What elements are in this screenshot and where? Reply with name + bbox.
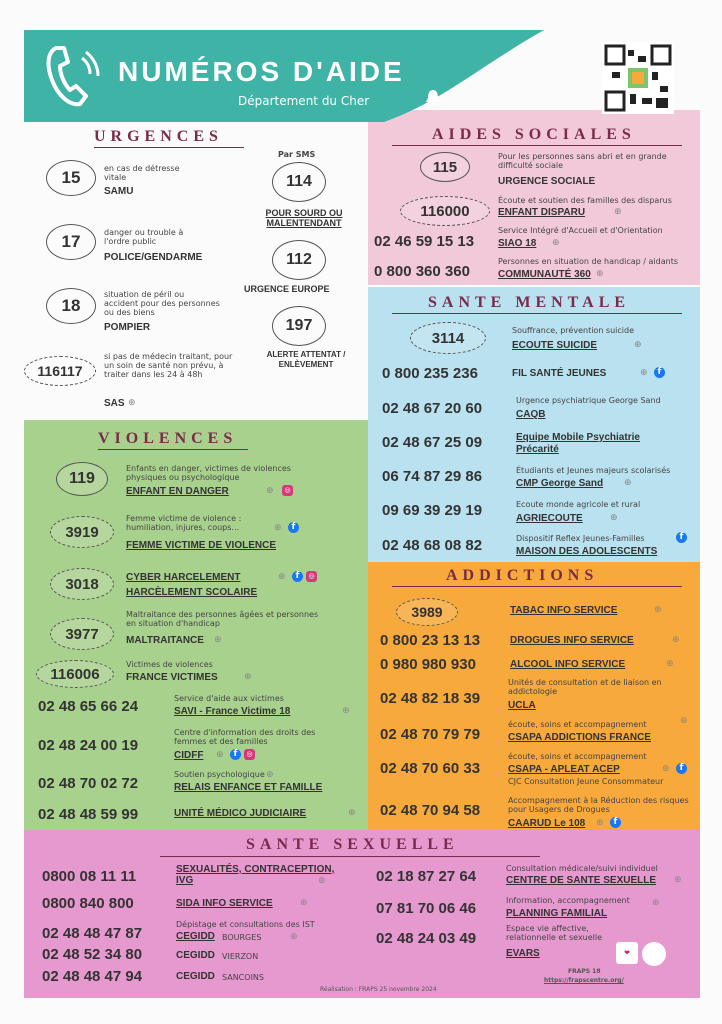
- globe-icon[interactable]: ⊕: [318, 876, 326, 886]
- globe-icon[interactable]: ⊕: [624, 478, 632, 488]
- femme-victime-number[interactable]: 3919: [50, 516, 114, 548]
- samu-desc: en cas de détresse vitale: [104, 164, 180, 182]
- siao-desc: Service Intégré d'Accueil et d'Orientation: [498, 226, 663, 235]
- fraps-org: FRAPS 18: [568, 968, 601, 975]
- samu-number[interactable]: 15: [46, 160, 96, 196]
- globe-icon[interactable]: ⊕: [614, 207, 622, 217]
- sourd-label: POUR SOURD OU MALENTENDANT: [265, 208, 343, 228]
- addictions-title: ADDICTIONS: [446, 567, 599, 584]
- page-title: NUMÉROS D'AIDE: [118, 56, 405, 87]
- femme-victime-desc: Femme victime de violence : humiliation, injures, coups...: [126, 514, 242, 532]
- instagram-icon[interactable]: ◎: [306, 571, 317, 582]
- sexualites-number[interactable]: 0800 08 11 11: [42, 868, 137, 885]
- relais-label: RELAIS ENFANCE ET FAMILLE: [174, 782, 323, 793]
- caarud-desc: Accompagnement à la Réduction des risques pour Usagers de Drogues: [508, 796, 689, 814]
- globe-icon[interactable]: ⊕: [244, 672, 252, 682]
- caarud-label: CAARUD Le 108: [508, 818, 586, 829]
- enfant-disparu-desc: Écoute et soutien des familles des disparus: [498, 196, 672, 205]
- globe-icon[interactable]: ⊕: [596, 269, 604, 279]
- sas-desc: si pas de médecin traitant, pour un soin de santé non prévu, à traiter dans les 24 à 48h: [104, 352, 233, 379]
- ecoute-suicide-label: ECOUTE SUICIDE: [512, 340, 598, 351]
- globe-icon[interactable]: ⊕: [300, 898, 308, 908]
- savi-label: SAVI - France Victime 18: [174, 706, 291, 717]
- aides-title: AIDES SOCIALES: [432, 126, 636, 143]
- globe-icon[interactable]: ⊕: [596, 818, 604, 828]
- urgences-title: URGENCES: [94, 128, 223, 145]
- cegidd-vierzon-label: CEGIDD: [176, 950, 215, 961]
- mda-number[interactable]: 02 48 68 08 82: [382, 537, 483, 554]
- urgence-sociale-desc: Pour les personnes sans abri et en grande difficulté sociale: [498, 152, 667, 170]
- siao-number[interactable]: 02 46 59 15 13: [374, 233, 475, 250]
- cegidd-sancoins-city: SANCOINS: [222, 973, 264, 982]
- csapa-af-number[interactable]: 02 48 70 79 79: [380, 726, 481, 743]
- evars-number[interactable]: 02 48 24 03 49: [376, 930, 477, 947]
- globe-icon[interactable]: ⊕: [610, 513, 618, 523]
- harcelement-label: HARCÈLEMENT SCOLAIRE: [126, 587, 258, 598]
- globe-icon[interactable]: ⊕: [640, 368, 648, 378]
- globe-icon[interactable]: ⊕: [290, 932, 298, 942]
- femme-victime-label: FEMME VICTIME DE VIOLENCE: [126, 540, 277, 551]
- communaute-label: COMMUNAUTÉ 360: [498, 269, 591, 280]
- savi-number[interactable]: 02 48 65 66 24: [38, 698, 139, 715]
- cegidd-vierzon-city: VIERZON: [222, 952, 259, 961]
- instagram-icon[interactable]: ◎: [244, 749, 255, 760]
- globe-icon[interactable]: ⊕: [680, 716, 688, 726]
- css-number[interactable]: 02 18 87 27 64: [376, 868, 477, 885]
- sas-number[interactable]: 116117: [24, 356, 96, 386]
- police-label: POLICE/GENDARME: [104, 252, 203, 263]
- tabac-label: TABAC INFO SERVICE: [510, 605, 618, 616]
- fraps-logo: [642, 942, 666, 966]
- page-subtitle: Département du Cher: [238, 94, 370, 108]
- cegidd-sancoins-label: CEGIDD: [176, 971, 215, 982]
- europe-label: URGENCE EUROPE: [244, 284, 330, 294]
- maltraitance-desc: Maltraitance des personnes âgées et personnes en situation d'handicap: [126, 610, 319, 628]
- ecoute-suicide-number[interactable]: 3114: [410, 322, 486, 354]
- cjc-label: CJC Consultation Jeune Consommateur: [508, 777, 664, 786]
- emp-label: Equipe Mobile Psychiatrie Précarité: [516, 432, 640, 455]
- credit-text: Réalisation : FRAPS 25 novembre 2024: [320, 986, 437, 993]
- globe-icon[interactable]: ⊕: [672, 635, 680, 645]
- communaute-desc: Personnes en situation de handicap / aidants: [498, 257, 679, 266]
- drogues-number[interactable]: 0 800 23 13 13: [380, 632, 481, 649]
- cegidd-bourges-city: BOURGES: [222, 933, 262, 942]
- savi-desc: Service d'aide aux victimes: [174, 694, 284, 703]
- sexualites-label: SEXUALITÉS, CONTRACEPTION, IVG: [176, 864, 335, 886]
- globe-icon[interactable]: ⊕: [266, 486, 274, 496]
- partner-logo: ❤: [616, 942, 638, 964]
- france-victimes-desc: Victimes de violences: [126, 660, 213, 669]
- ucla-number[interactable]: 02 48 82 18 39: [380, 690, 481, 707]
- enfant-disparu-number[interactable]: 116000: [400, 196, 490, 226]
- agriecoute-desc: Ecoute monde agricole et rural: [516, 500, 641, 509]
- facebook-icon[interactable]: f: [288, 522, 299, 533]
- globe-icon[interactable]: ⊕: [666, 659, 674, 669]
- relais-desc: Soutien psychologique: [174, 770, 265, 779]
- globe-icon[interactable]: ⊕: [274, 523, 282, 533]
- sms-note: Par SMS: [278, 150, 316, 159]
- facebook-icon[interactable]: f: [654, 367, 665, 378]
- globe-icon[interactable]: ⊕: [552, 238, 560, 248]
- globe-icon[interactable]: ⊕: [214, 635, 222, 645]
- evars-label: EVARS: [506, 948, 540, 959]
- umj-number[interactable]: 02 48 48 59 99: [38, 806, 139, 823]
- drogues-label: DROGUES INFO SERVICE: [510, 635, 634, 646]
- attentat-number[interactable]: 197: [272, 306, 326, 346]
- sourd-number[interactable]: 114: [272, 162, 326, 202]
- csapa-af-desc: écoute, soins et accompagnement: [508, 720, 647, 729]
- mda-desc: Dispositif Reflex Jeunes-Familles: [516, 534, 645, 543]
- france-victimes-number[interactable]: 116006: [36, 660, 114, 688]
- fil-sante-label: FIL SANTÉ JEUNES: [512, 368, 607, 379]
- csapa-apleat-label: CSAPA - APLEAT ACEP: [508, 764, 620, 775]
- maltraitance-number[interactable]: 3977: [50, 618, 114, 650]
- globe-icon[interactable]: ⊕: [348, 808, 356, 818]
- planning-desc: Information, accompagnement: [506, 896, 630, 905]
- cegidd-bourges-label: CEGIDD: [176, 931, 215, 942]
- tabac-number[interactable]: 3989: [396, 598, 458, 626]
- urgence-sociale-label: URGENCE SOCIALE: [498, 176, 596, 187]
- globe-icon[interactable]: ⊕: [216, 750, 224, 760]
- cmp-desc: Étudiants et Jeunes majeurs scolarisés: [516, 466, 671, 475]
- sida-label: SIDA INFO SERVICE: [176, 898, 273, 909]
- pompier-desc: situation de péril ou accident pour des personnes ou des biens: [104, 290, 220, 317]
- cyber-label: CYBER HARCELEMENT: [126, 572, 241, 583]
- enfant-danger-number[interactable]: 119: [56, 462, 108, 496]
- pompier-number[interactable]: 18: [46, 288, 96, 324]
- enfant-danger-desc: Enfants en danger, victimes de violences physiques ou psychologique: [126, 464, 291, 482]
- attentat-label: ALERTE ATTENTAT / ENLÈVEMENT: [266, 350, 346, 369]
- bell-icon: [424, 88, 442, 106]
- cmp-label: CMP George Sand: [516, 478, 604, 489]
- facebook-icon[interactable]: f: [292, 571, 303, 582]
- pompier-label: POMPIER: [104, 322, 151, 333]
- emp-number[interactable]: 02 48 67 25 09: [382, 434, 483, 451]
- relais-number[interactable]: 02 48 70 02 72: [38, 775, 139, 792]
- enfant-danger-label: ENFANT EN DANGER: [126, 486, 229, 497]
- france-victimes-label: FRANCE VICTIMES: [126, 672, 218, 683]
- ecoute-suicide-desc: Souffrance, prévention suicide: [512, 326, 635, 335]
- planning-number[interactable]: 07 81 70 06 46: [376, 900, 477, 917]
- cegidd-sancoins-number[interactable]: 02 48 48 47 94: [42, 968, 143, 985]
- agriecoute-number[interactable]: 09 69 39 29 19: [382, 502, 483, 519]
- maltraitance-label: MALTRAITANCE: [126, 635, 204, 646]
- alcool-number[interactable]: 0 980 980 930: [380, 656, 476, 673]
- enfant-disparu-label: ENFANT DISPARU: [498, 207, 586, 218]
- cegidd-bourges-number[interactable]: 02 48 48 47 87: [42, 925, 143, 942]
- fil-sante-number[interactable]: 0 800 235 236: [382, 365, 478, 382]
- facebook-icon[interactable]: f: [230, 749, 241, 760]
- cidff-label: CIDFF: [174, 750, 204, 761]
- agriecoute-label: AGRIECOUTE: [516, 513, 583, 524]
- europe-number[interactable]: 112: [272, 240, 326, 280]
- communaute-number[interactable]: 0 800 360 360: [374, 263, 470, 280]
- facebook-icon[interactable]: f: [610, 817, 621, 828]
- samu-label: SAMU: [104, 186, 134, 197]
- caqb-number[interactable]: 02 48 67 20 60: [382, 400, 483, 417]
- css-desc: Consultation médicale/suivi individuel: [506, 864, 658, 873]
- sexuelle-title: SANTE SEXUELLE: [246, 836, 459, 853]
- violences-title: VIOLENCES: [98, 430, 238, 447]
- planning-label: PLANNING FAMILIAL: [506, 908, 608, 919]
- sas-label: SAS: [104, 398, 125, 409]
- instagram-icon[interactable]: ◎: [282, 485, 293, 496]
- globe-icon[interactable]: ⊕: [266, 770, 274, 780]
- fraps-link[interactable]: https://frapscentre.org/: [544, 977, 624, 984]
- globe-icon[interactable]: ⊕: [652, 898, 660, 908]
- facebook-icon[interactable]: f: [676, 532, 687, 543]
- csapa-apleat-desc: écoute, soins et accompagnement: [508, 752, 647, 761]
- mda-label: MAISON DES ADOLESCENTS: [516, 546, 658, 557]
- qr-code: [602, 42, 674, 114]
- globe-icon[interactable]: ⊕: [634, 340, 642, 350]
- evars-desc: Espace vie affective, relationnelle et sexuelle: [506, 924, 603, 942]
- ucla-desc: Unités de consultation et de liaison en addictologie: [508, 678, 662, 696]
- csapa-apleat-number[interactable]: 02 48 70 60 33: [380, 760, 481, 777]
- facebook-icon[interactable]: f: [676, 763, 687, 774]
- css-label: CENTRE DE SANTE SEXUELLE: [506, 875, 657, 886]
- caarud-number[interactable]: 02 48 70 94 58: [380, 802, 481, 819]
- siao-label: SIAO 18: [498, 238, 537, 249]
- cegidd-desc: Dépistage et consultations des IST: [176, 920, 315, 929]
- ucla-label: UCLA: [508, 700, 536, 711]
- cyber-number[interactable]: 3018: [50, 568, 114, 600]
- phone-icon: [46, 44, 102, 108]
- globe-icon[interactable]: ⊕: [278, 572, 286, 582]
- cidff-number[interactable]: 02 48 24 00 19: [38, 737, 139, 754]
- caqb-desc: Urgence psychiatrique George Sand: [516, 396, 661, 405]
- cidff-desc: Centre d'information des droits des femmes et des familles: [174, 728, 316, 746]
- police-number[interactable]: 17: [46, 224, 96, 260]
- globe-icon[interactable]: ⊕: [662, 764, 670, 774]
- globe-icon[interactable]: ⊕: [342, 706, 350, 716]
- cmp-number[interactable]: 06 74 87 29 86: [382, 468, 483, 485]
- sida-number[interactable]: 0800 840 800: [42, 895, 134, 912]
- urgence-sociale-number[interactable]: 115: [420, 152, 470, 182]
- globe-icon[interactable]: ⊕: [128, 398, 136, 408]
- globe-icon[interactable]: ⊕: [654, 605, 662, 615]
- csapa-af-label: CSAPA ADDICTIONS FRANCE: [508, 732, 651, 743]
- cegidd-vierzon-number[interactable]: 02 48 52 34 80: [42, 946, 143, 963]
- globe-icon[interactable]: ⊕: [674, 875, 682, 885]
- police-desc: danger ou trouble à l'ordre public: [104, 228, 184, 246]
- umj-label: UNITÉ MÉDICO JUDICIAIRE: [174, 808, 307, 819]
- caqb-label: CAQB: [516, 409, 546, 420]
- mentale-title: SANTE MENTALE: [428, 294, 631, 311]
- alcool-label: ALCOOL INFO SERVICE: [510, 659, 626, 670]
